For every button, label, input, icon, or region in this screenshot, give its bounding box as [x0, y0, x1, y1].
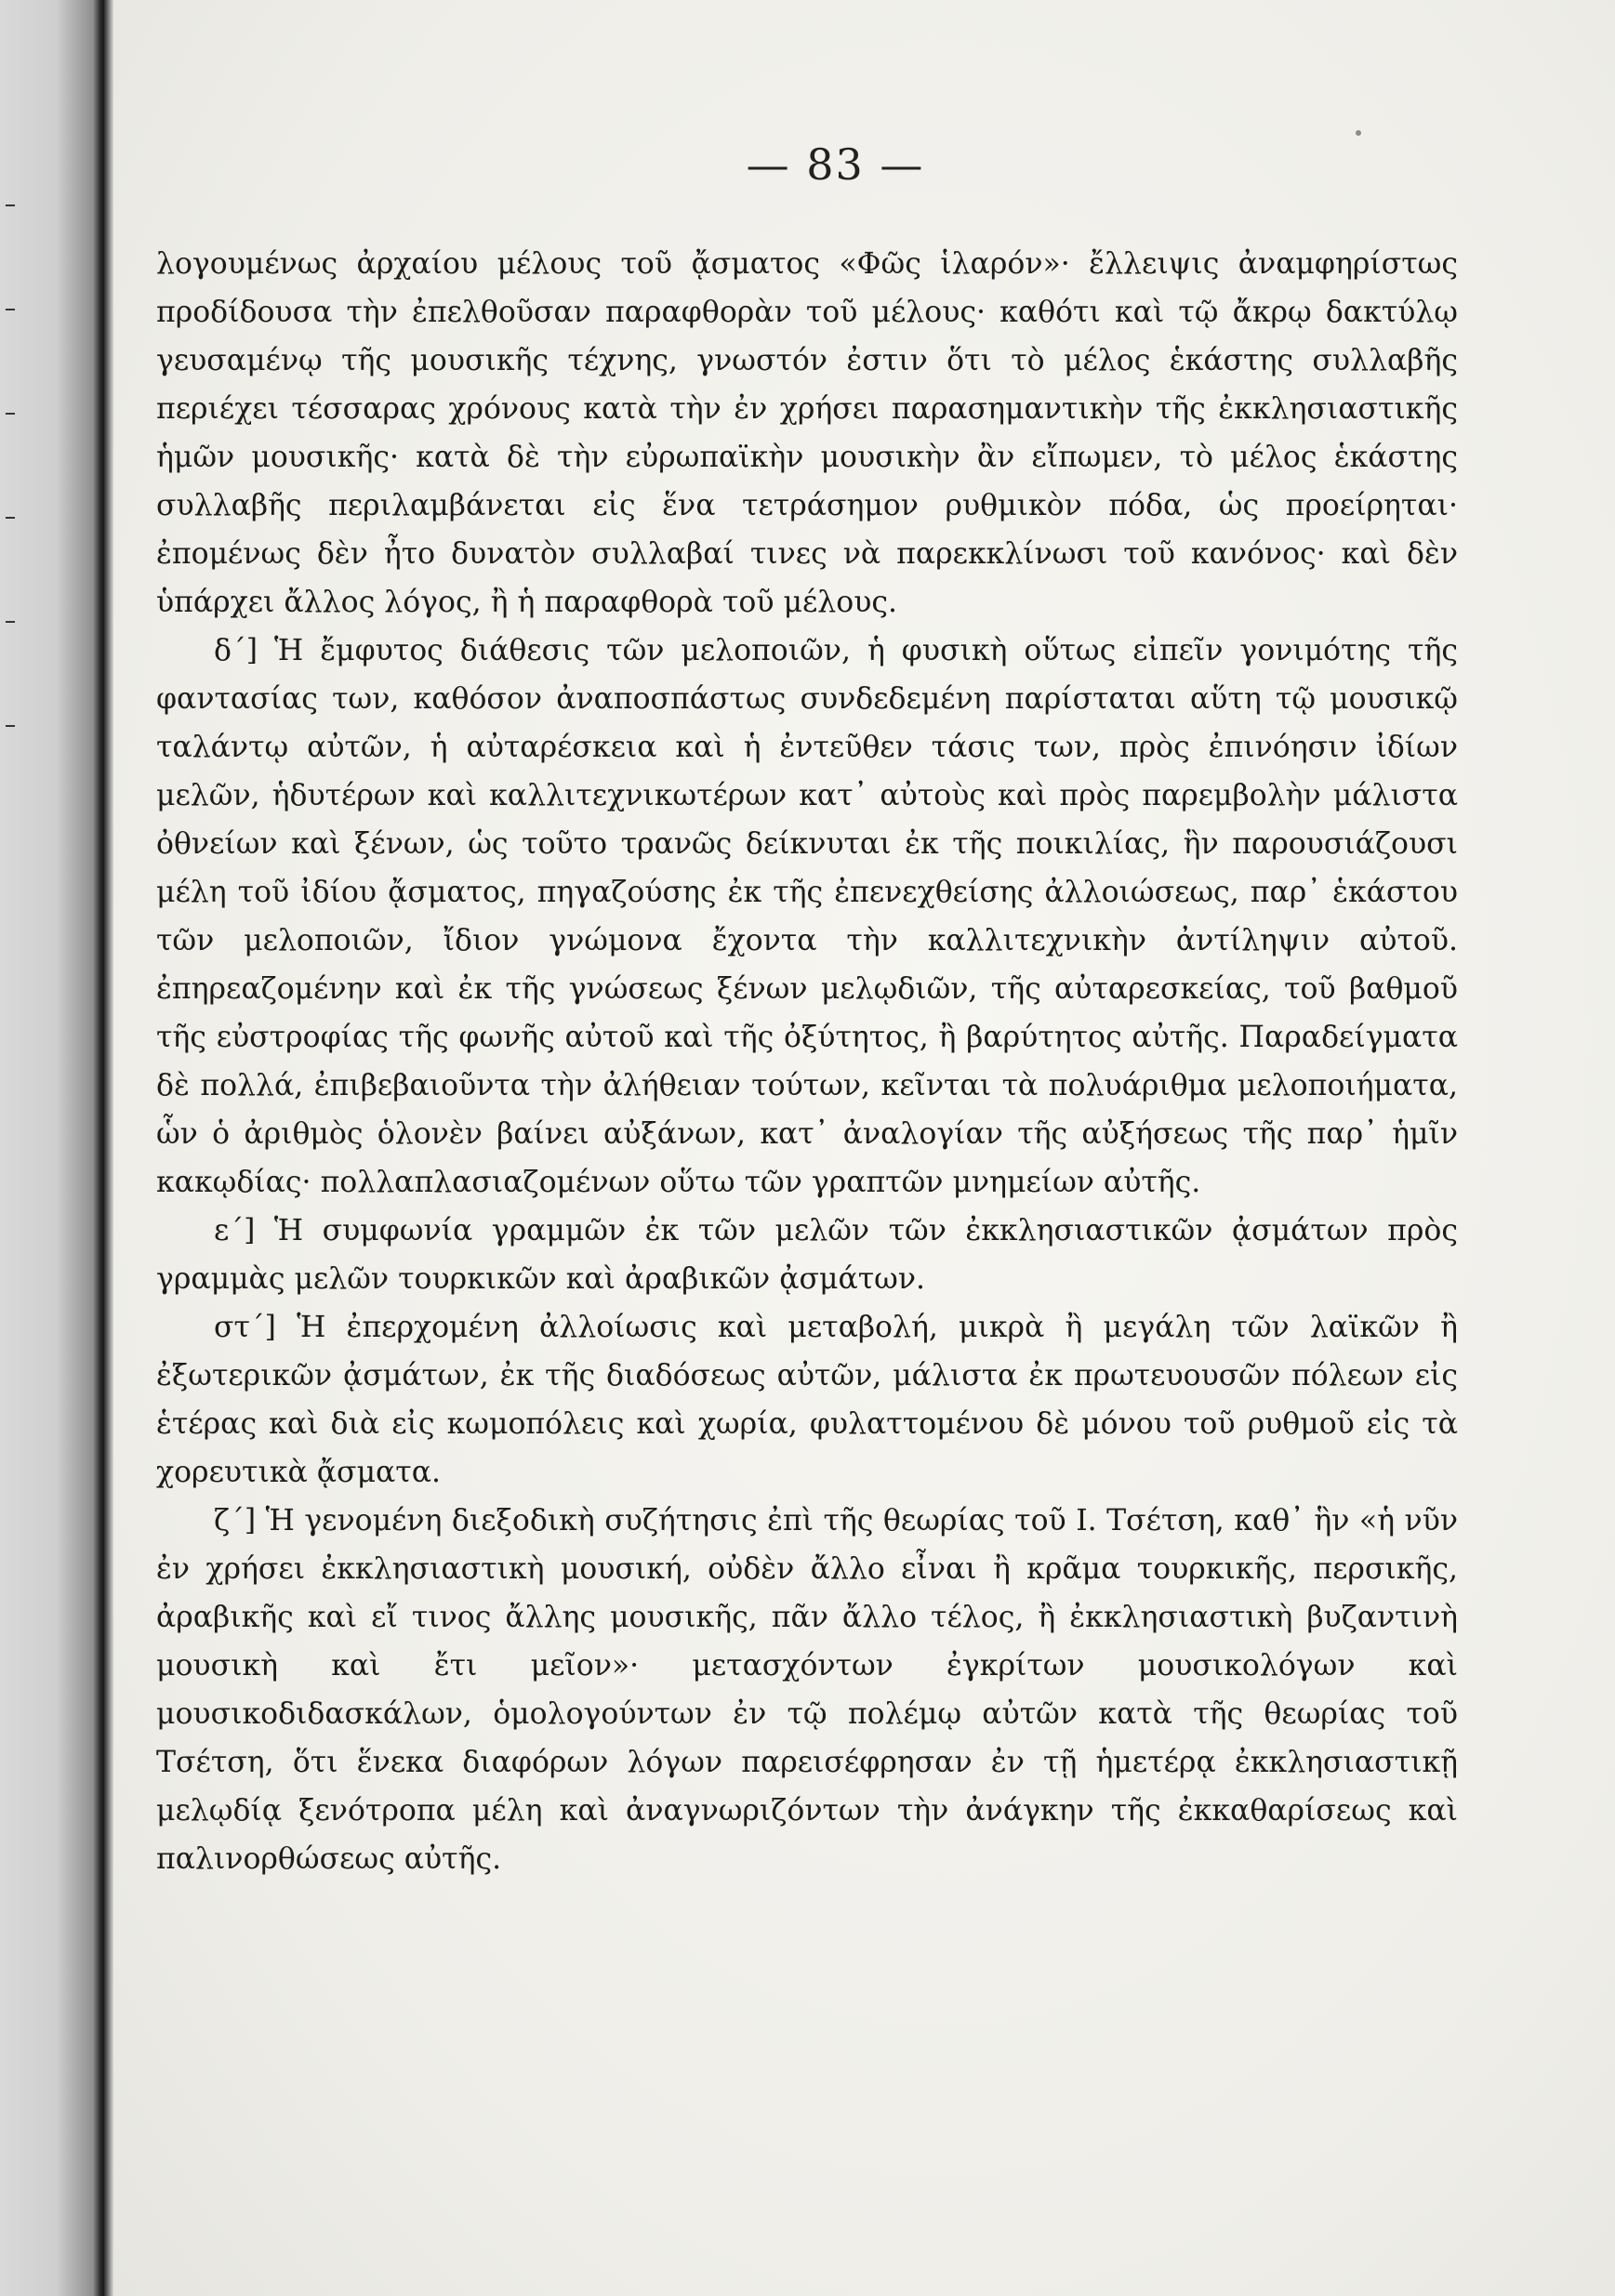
edge-mark [6, 621, 15, 623]
edge-mark [6, 309, 15, 310]
paragraph-z: ζ΄] Ἡ γενομένη διεξοδικὴ συζήτησις ἐπὶ τῆς θεωρίας τοῦ Ι. Τσέτση, καθ᾿ ἣν «ἡ νῦν ἐν χρήσει ἐκκλησιαστικὴ μουσική, οὐδὲν ἄλλο εἶναι ἢ κρᾶμα τουρκικῆς, περσικῆς, ἀραβικῆς καὶ εἴ τινος ἄλλης μουσικῆς, πᾶν ἄλλο τέλος, ἢ ἐκκλησιαστικὴ βυζαντινὴ μουσικὴ καὶ ἔτι μεῖον»· μετασχόντων ἐγκρίτων μουσικολόγων καὶ μουσικοδιδασκάλων, ὁμολογούντων ἐν τῷ πολέμῳ αὐτῶν κατὰ τῆς θεωρίας τοῦ Τσέτση, ὅτι ἕνεκα διαφόρων λόγων παρεισέφρησαν ἐν τῇ ἡμετέρᾳ ἐκκλησιαστικῇ μελῳδίᾳ ξενότροπα μέλη καὶ ἀναγνωριζόντων τὴν ἀνάγκην τῆς ἐκκαθαρίσεως καὶ παλινορθώσεως αὐτῆς. [156, 1504, 1458, 1876]
edge-mark [6, 413, 15, 415]
edge-mark [6, 517, 15, 519]
edge-mark [6, 725, 15, 727]
paragraph-st: στ΄] Ἡ ἐπερχομένη ἀλλοίωσις καὶ μεταβολή, μικρὰ ἢ μεγάλη τῶν λαϊκῶν ἢ ἐξωτερικῶν ᾀσμάτων, ἐκ τῆς διαδόσεως αὐτῶν, μάλιστα ἐκ πρωτευουσῶν πόλεων εἰς ἑτέρας καὶ διὰ εἰς κωμοπόλεις καὶ χωρία, φυλαττομένου δὲ μόνου τοῦ ρυθμοῦ εἰς τὰ χορευτικὰ ᾄσματα. [156, 1311, 1458, 1489]
page-number: — 83 — [746, 139, 925, 190]
paragraph-e: ε΄] Ἡ συμφωνία γραμμῶν ἐκ τῶν μελῶν τῶν ἐκκλησιαστικῶν ᾀσμάτων πρὸς γραμμὰς μελῶν τουρκικῶν καὶ ἀραβικῶν ᾀσμάτων. [156, 1214, 1458, 1296]
scan-speck [1356, 130, 1361, 136]
body-text [156, 240, 1458, 1883]
paragraph-continuation: λογουμένως ἀρχαίου μέλους τοῦ ᾄσματος «Φῶς ἱλαρόν»· ἔλλειψις ἀναμφηρίστως προδίδουσα τὴν ἐπελθοῦσαν παραφθορὰν τοῦ μέλους· καθότι καὶ τῷ ἄκρῳ δακτύλῳ γευσαμένῳ τῆς μουσικῆς τέχνης, γνωστόν ἐστιν ὅτι τὸ μέλος ἑκάστης συλλαβῆς περιέχει τέσσαρας χρόνους κατὰ τὴν ἐν χρήσει παρασημαντικὴν τῆς ἐκκλησιαστικῆς ἡμῶν μουσικῆς· κατὰ δὲ τὴν εὐρωπαϊκὴν μουσικὴν ἂν εἴπωμεν, τὸ μέλος ἑκάστης συλλαβῆς περιλαμβάνεται εἰς ἕνα τετράσημον ρυθμικὸν πόδα, ὡς προείρηται· ἐπομένως δὲν ἦτο δυνατὸν συλλαβαί τινες νὰ παρεκκλίνωσι τοῦ κανόνος· καὶ δὲν ὑπάρχει ἄλλος λόγος, ἢ ἡ παραφθορὰ τοῦ μέλους. [156, 247, 1458, 619]
margin-edge-marks [6, 205, 24, 829]
book-binding-edge [104, 0, 113, 2296]
edge-mark [6, 205, 15, 206]
paragraph-d: δ΄] Ἡ ἔμφυτος διάθεσις τῶν μελοποιῶν, ἡ φυσικὴ οὕτως εἰπεῖν γονιμότης τῆς φαντασίας των, καθόσον ἀναποσπάστως συνδεδεμένη παρίσταται αὕτη τῷ μουσικῷ ταλάντῳ αὐτῶν, ἡ αὐταρέσκεια καὶ ἡ ἐντεῦθεν τάσις των, πρὸς ἐπινόησιν ἰδίων μελῶν, ἡδυτέρων καὶ καλλιτεχνικωτέρων κατ᾿ αὐτοὺς καὶ πρὸς παρεμβολὴν μάλιστα ὀθνείων καὶ ξένων, ὡς τοῦτο τρανῶς δείκνυται ἐκ τῆς ποικιλίας, ἣν παρουσιάζουσι μέλη τοῦ ἰδίου ᾄσματος, πηγαζούσης ἐκ τῆς ἐπενεχθείσης ἀλλοιώσεως, παρ᾿ ἑκάστου τῶν μελοποιῶν, ἴδιον γνώμονα ἔχοντα τὴν καλλιτεχνικὴν ἀντίληψιν αὐτοῦ. ἐπηρεαζομένην καὶ ἐκ τῆς γνώσεως ξένων μελῳδιῶν, τῆς αὐταρεσκείας, τοῦ βαθμοῦ τῆς εὐστροφίας τῆς φωνῆς αὐτοῦ καὶ τῆς ὀξύτητος, ἢ βαρύτητος αὐτῆς. Παραδείγματα δὲ πολλά, ἐπιβεβαιοῦντα τὴν ἀλήθειαν τούτων, κεῖνται τὰ πολυάριθμα μελοποιήματα, ὧν ὁ ἀριθμὸς ὁλονὲν βαίνει αὐξάνων, κατ᾿ ἀναλογίαν τῆς αὐξήσεως τῆς παρ᾿ ἡμῖν κακῳδίας· πολλαπλασιαζομένων οὕτω τῶν γραπτῶν μνημείων αὐτῆς. [156, 634, 1458, 1199]
